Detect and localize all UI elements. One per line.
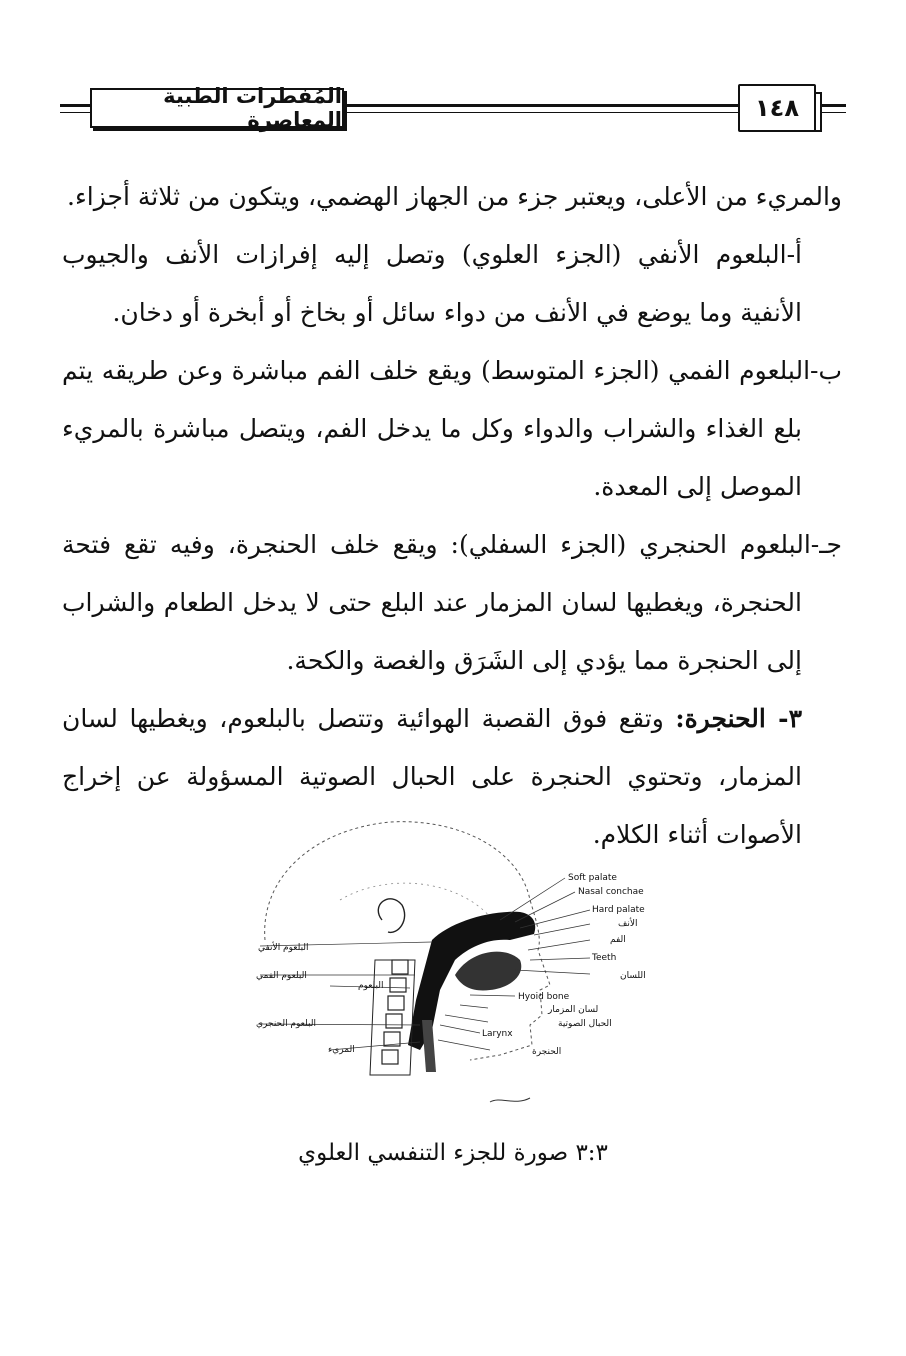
label-larynx-ar: الحنجرة [532, 1047, 562, 1057]
page-header [0, 0, 906, 140]
body-text [62, 168, 842, 864]
label-epiglottis: لسان المزمار [548, 1005, 599, 1015]
item-3-heading: ٣- الحنجرة: [675, 704, 802, 733]
label-oropharynx: البلعوم الفمي [256, 971, 307, 981]
figure-caption: ٣:٣ صورة للجزء التنفسي العلوي [298, 1140, 608, 1166]
header-rule-middle [345, 104, 738, 107]
label-soft-palate: Soft palate [568, 873, 617, 883]
page-number: ١٤٨ [738, 84, 816, 132]
artist-signature [490, 1098, 530, 1102]
item-3-text: وتقع فوق القصبة الهوائية وتتصل بالبلعوم، ويغطيها لسان المزمار، وتحتوي الحنجرة على الحبال الصوتية المسؤولة عن إخراج الأصوات أثناء الكلام. [62, 704, 802, 849]
label-larynx: Larynx [482, 1029, 513, 1039]
label-esophagus: المريء [328, 1045, 355, 1055]
vertebrae [382, 960, 408, 1064]
upper-respiratory-diagram [170, 810, 680, 1120]
neck-outline [370, 960, 415, 1075]
book-title: المُفطرات الطبية المعاصرة [90, 88, 344, 128]
label-hard-palate: Hard palate [592, 905, 645, 915]
label-mouth: الفم [610, 935, 626, 945]
paragraph-intro: والمريء من الأعلى، ويعتبر جزء من الجهاز الهضمي، ويتكون من ثلاثة أجزاء. [67, 182, 842, 211]
header-rule-left [60, 104, 90, 107]
label-laryngopharynx: البلعوم الحنجري [256, 1019, 316, 1029]
anatomy-figure [170, 810, 680, 1120]
label-tongue: اللسان [620, 971, 646, 981]
label-nasal-conchae: Nasal conchae [578, 887, 644, 897]
ear-shape [378, 899, 404, 933]
tongue-shape [455, 952, 521, 991]
label-nose: الأنف [618, 919, 638, 929]
paragraph-item-a: أ-البلعوم الأنفي (الجزء العلوي) وتصل إليه إفرازات الأنف والجيوب الأنفية وما يوضع في الأنف من دواء سائل أو بخاخ أو أبخرة أو دخان. [62, 240, 802, 327]
paragraph-item-c: جـ-البلعوم الحنجري (الجزء السفلي): ويقع خلف الحنجرة، وفيه تقع فتحة الحنجرة، ويغطيها لسان المزمار عند البلع حتى لا يدخل الطعام والشراب إلى الحنجرة مما يؤدي إلى الشَرَق والغصة والكحة. [62, 530, 842, 675]
paragraph-item-b: ب-البلعوم الفمي (الجزء المتوسط) ويقع خلف الفم مباشرة وعن طريقه يتم بلع الغذاء والشراب والدواء وكل ما يدخل الفم، ويتصل مباشرة بالمريء الموصل إلى المعدة. [62, 356, 842, 501]
left-leader-lines [258, 942, 432, 1050]
label-hyoid-bone: Hyoid bone [518, 992, 570, 1002]
label-teeth: Teeth [592, 953, 617, 963]
header-rule-right [822, 104, 846, 107]
label-vocal-cords: الحبال الصوتية [558, 1019, 612, 1029]
trachea-shape [422, 1020, 436, 1072]
header-rule-left-thin [60, 112, 90, 113]
label-nasopharynx: البلعوم الأنفي [258, 943, 309, 953]
header-rule-middle-thin [345, 112, 738, 113]
header-rule-right-thin [822, 112, 846, 113]
label-pharynx: البلعوم [358, 981, 384, 991]
